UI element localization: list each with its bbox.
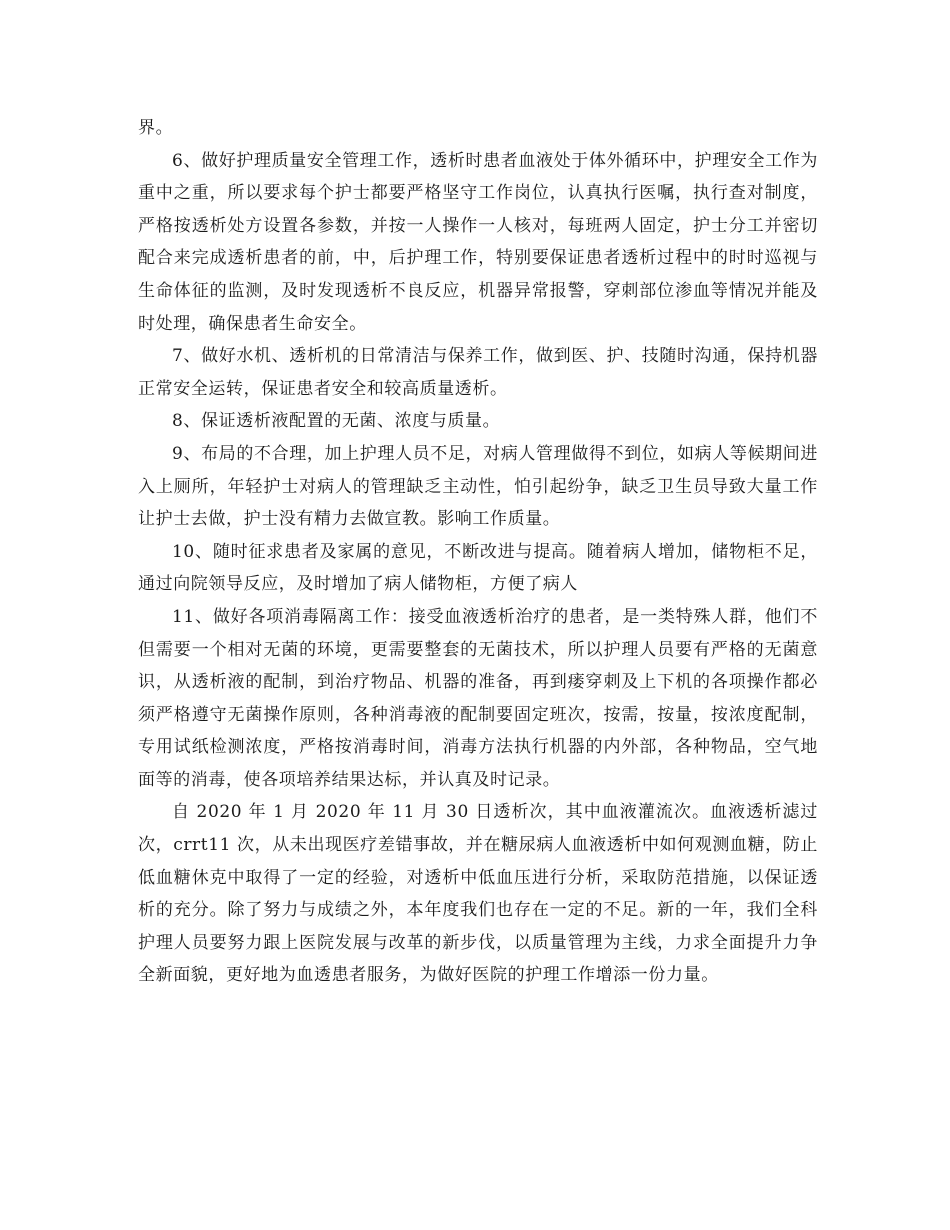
paragraph-item-8: 8、保证透析液配置的无菌、浓度与质量。 bbox=[172, 411, 501, 432]
paragraph-item-11: 11、做好各项消毒隔离工作：接受血液透析治疗的患者，是一类特殊人群，他们不但需要一个相对无菌的环境，更需要整套的无菌技术，所以护理人员要有严格的无菌意识，从透析液的配制，到治疗物品、机器的准备，再到瘘穿刺及上下机的各项操作都必须严格遵守无菌操作原则，各种消毒液的配制要固定班次，按需，按量，按浓度配制，专用试纸检测浓度，严格按消毒时间，消毒方法执行机器的内外部，各种物品，空气地面等的消毒，使各项培养结果达标，并认真及时记录。 bbox=[138, 606, 818, 790]
paragraph-item-9: 9、布局的不合理，加上护理人员不足，对病人管理做得不到位，如病人等候期间进入上厕所，年轻护士对病人的管理缺乏主动性，怕引起纷争，缺乏卫生员导致大量工作让护士去做，护士没有精力去做宣教。影响工作质量。 bbox=[138, 443, 818, 530]
paragraph-item-10: 10、随时征求患者及家属的意见，不断改进与提高。随着病人增加，储物柜不足，通过向院领导反应，及时增加了病人储物柜，方便了病人 bbox=[138, 541, 818, 595]
paragraph-item-6: 6、做好护理质量安全管理工作，透析时患者血液处于体外循环中，护理安全工作为重中之重，所以要求每个护士都要严格坚守工作岗位，认真执行医嘱，执行查对制度，严格按透析处方设置各参数，并按一人操作一人核对，每班两人固定，护士分工并密切配合来完成透析患者的前，中，后护理工作，特别要保证患者透析过程中的时时巡视与生命体征的监测，及时发现透析不良反应，机器异常报警，穿刺部位渗血等情况并能及时处理，确保患者生命安全。 bbox=[138, 150, 818, 334]
document-body bbox=[138, 112, 818, 992]
paragraph-item-7: 7、做好水机、透析机的日常清洁与保养工作，做到医、护、技随时沟通，保持机器正常安全运转，保证患者安全和较高质量透析。 bbox=[138, 346, 818, 399]
paragraph-summary: 自 2020 年 1 月 2020 年 11 月 30 日透析次，其中血液灌流次。血液透析滤过次，crrt11 次，从未出现医疗差错事故，并在糖尿病人血液透析中如何观测血糖，防止低血糖休克中取得了一定的经验，对透析中低血压进行分析，采取防范措施，以保证透析的充分。除了努力与成绩之外，本年度我们也存在一定的不足。新的一年，我们全科护理人员要努力跟上医院发展与改革的新步伐，以质量管理为主线，力求全面提升力争全新面貌，更好地为血透患者服务，为做好医院的护理工作增添一份力量。 bbox=[138, 802, 818, 986]
paragraph-continuation: 界。 bbox=[138, 118, 174, 138]
